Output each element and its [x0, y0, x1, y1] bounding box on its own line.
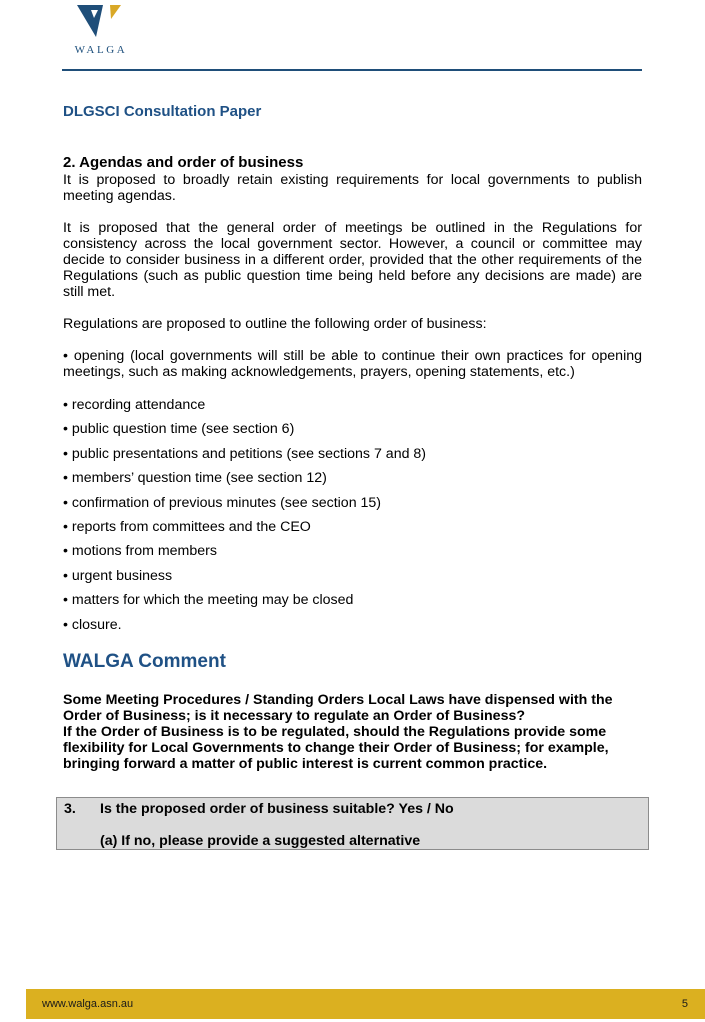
list-item: • public presentations and petitions (see sections 7 and 8) — [63, 445, 427, 462]
question-box — [56, 797, 649, 850]
logo-text: WALGA — [74, 44, 128, 56]
comment-paragraph-2: If the Order of Business is to be regulated, should the Regulations provide some flexibility for Local Governments to change their Order of Business; for example, bringing forward a matter of public interest is current common practice. — [63, 723, 609, 772]
question-text: Is the proposed order of business suitable? Yes / No — [100, 801, 454, 817]
order-of-business-list — [63, 397, 642, 633]
page-number: 5 — [681, 998, 688, 1010]
list-item: • matters for which the meeting may be closed — [63, 592, 354, 609]
walga-logo — [66, 5, 136, 55]
list-item: • members’ question time (see section 12) — [63, 470, 327, 487]
section-heading: 2. Agendas and order of business — [63, 154, 304, 171]
list-item: • public question time (see section 6) — [63, 421, 295, 438]
list-item: • recording attendance — [63, 397, 206, 413]
list-item: • confirmation of previous minutes (see section 15) — [63, 494, 382, 511]
comment-paragraph-1: Some Meeting Procedures / Standing Orders Local Laws have dispensed with the Order of Business; is it necessary to regulate an Order of Business? — [63, 691, 613, 724]
question-number: 3. — [64, 801, 76, 817]
list-item: • closure. — [63, 616, 122, 633]
page-footer — [26, 989, 705, 1019]
document-title: DLGSCI Consultation Paper — [63, 103, 262, 120]
footer-url: www.walga.asn.au — [42, 998, 134, 1010]
walga-logo-icon — [77, 5, 125, 37]
list-item: • reports from committees and the CEO — [63, 518, 311, 535]
main-content — [63, 103, 642, 772]
paragraph-2: It is proposed that the general order of meetings be outlined in the Regulations for consistency across the local government sector. However, a council or committee may decide to consider business in a different order, provided that the other requirements of the Regulations (such as public question time being held before any decisions are made) are still met. — [63, 220, 642, 300]
list-item: • motions from members — [63, 543, 217, 560]
list-item: • urgent business — [63, 567, 173, 584]
comment-heading: WALGA Comment — [63, 650, 226, 672]
question-subtext: (a) If no, please provide a suggested alternative — [100, 833, 421, 849]
paragraph-3: Regulations are proposed to outline the following order of business: — [63, 316, 487, 332]
paragraph-1: It is proposed to broadly retain existing requirements for local governments to publish meeting agendas. — [63, 172, 642, 204]
list-item-opening: • opening (local governments will still be able to continue their own practices for opening meetings, such as making acknowledgements, prayers, opening statements, etc.) — [63, 348, 642, 380]
header-divider — [62, 69, 642, 71]
